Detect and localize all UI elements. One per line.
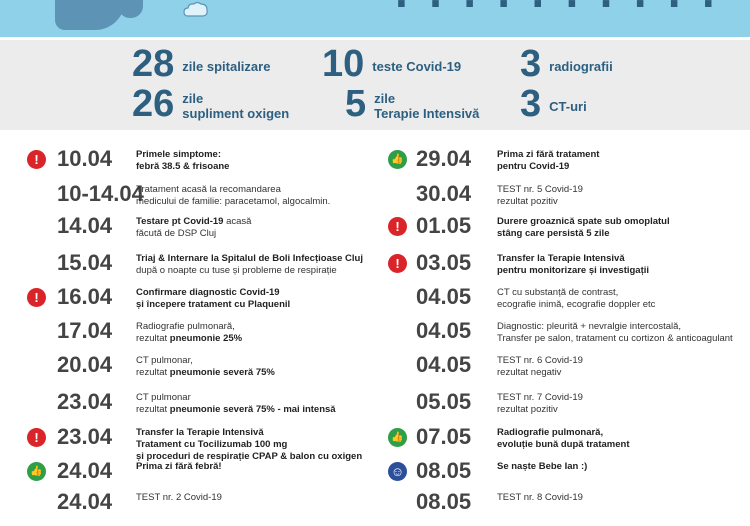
entry-date: 24.04 [57, 489, 113, 514]
bold-text: Radiografie pulmonară, [497, 427, 604, 438]
timeline-entry [0, 458, 588, 495]
entry-date: 23.04 [57, 424, 113, 449]
description-line [497, 461, 587, 473]
timeline-entry [0, 181, 583, 218]
bold-text: pentru Covid-19 [497, 161, 570, 172]
entry-date: 30.04 [416, 181, 472, 206]
alert-icon: ! [388, 217, 407, 236]
bold-text: Testare pt Covid-19 [136, 216, 224, 227]
entry-date: 01.05 [416, 213, 472, 238]
stat-ct-scans [520, 85, 587, 123]
plain-text: Radiografie pulmonară, [136, 321, 235, 332]
entry-date: 16.04 [57, 284, 113, 309]
description-line [497, 367, 583, 379]
stat-icu-days [345, 85, 479, 123]
entry-date: 17.04 [57, 318, 113, 343]
entry-date: 24.04 [57, 458, 113, 483]
description-line [497, 333, 733, 345]
plain-text: TEST nr. 5 Covid-19 [497, 184, 583, 195]
plain-text: rezultat [136, 404, 170, 415]
entry-description [497, 461, 587, 473]
entry-description [497, 287, 655, 311]
plain-text: Diagnostic: pleurită + nevralgie intercostală, [497, 321, 682, 332]
bold-text: Confirmare diagnostic Covid-19 [136, 287, 280, 298]
bold-text: febră 38.5 & frisoane [136, 161, 230, 172]
entry-date: 03.05 [416, 250, 472, 275]
entry-date: 15.04 [57, 250, 113, 275]
plain-text: rezultat pozitiv [497, 196, 558, 207]
stat-label: teste Covid-19 [372, 58, 462, 74]
timeline-entry [0, 489, 583, 526]
stat-covid-tests [322, 45, 461, 83]
stat-label: CT-uri [549, 98, 587, 114]
stat-number: 10 [322, 43, 365, 85]
plain-text: Transfer pe salon, tratament cu cortizon & anticoagulant [497, 333, 733, 344]
alert-icon: ! [27, 428, 46, 447]
entry-date: 08.05 [416, 458, 472, 483]
description-line [497, 299, 655, 311]
bold-text: pentru monitorizare și investigații [497, 265, 650, 276]
plain-text: CT pulmonar, [136, 355, 193, 366]
timeline-entry [0, 213, 670, 250]
plain-text: Tratament acasă la recomandarea [136, 184, 281, 195]
entry-description [497, 216, 670, 240]
plain-text: rezultat [136, 333, 170, 344]
stats-panel [0, 40, 750, 130]
header-banner [0, 0, 750, 37]
stat-number: 3 [520, 83, 542, 125]
description-line [497, 392, 583, 404]
entry-description [497, 392, 583, 416]
stat-label: zile spitalizare [182, 58, 271, 74]
stat-number: 5 [345, 83, 367, 125]
bold-text: Transfer la Terapie Intensivă [497, 253, 625, 264]
plain-text: TEST nr. 7 Covid-19 [497, 392, 583, 403]
timeline-entry [0, 318, 733, 355]
stat-label: zile Terapie Intensivă [374, 91, 480, 121]
plain-text: după o noapte cu tuse și probleme de respirație [136, 265, 337, 276]
person-silhouette-icon [55, 0, 125, 30]
stat-label: radiografii [549, 58, 613, 74]
stat-number: 26 [132, 83, 175, 125]
bold-text: evoluție bună după tratament [497, 439, 630, 450]
banner-cropped-headline: · · · · · · · · · · [395, 0, 721, 29]
bold-text: stâng care persistă 5 zile [497, 228, 610, 239]
plain-text: acasă [223, 216, 252, 227]
plain-text: ecografie inimă, ecografie doppler etc [497, 299, 656, 310]
baby-icon: ☺ [388, 462, 407, 481]
alert-icon: ! [388, 254, 407, 273]
bold-text: și proceduri de respirație CPAP & balon cu oxigen [136, 451, 363, 462]
description-line [497, 321, 733, 333]
entry-description [497, 149, 599, 173]
plain-text: TEST nr. 2 Covid-19 [136, 492, 222, 503]
description-line [497, 287, 655, 299]
description-line [497, 265, 649, 277]
bold-text: Prima zi fără tratament [497, 149, 600, 160]
plain-text: medicului de familie: paracetamol, algocalmin. [136, 196, 331, 207]
entry-date: 29.04 [416, 146, 472, 171]
plain-text: rezultat negativ [497, 367, 562, 378]
timeline-entry [0, 250, 650, 287]
timeline-entry [0, 389, 583, 426]
stat-hospital-days [132, 45, 270, 83]
bold-text: Prima zi fără febră! [136, 461, 222, 472]
alert-icon: ! [27, 288, 46, 307]
stat-number: 28 [132, 43, 175, 85]
entry-date: 04.05 [416, 284, 472, 309]
entry-description [497, 184, 583, 208]
description-line [497, 161, 599, 173]
plain-text: făcută de DSP Cluj [136, 228, 217, 239]
plain-text: CT pulmonar [136, 392, 191, 403]
bold-text: Triaj & Internare la Spitalul de Boli Infecțioase Cluj [136, 253, 363, 264]
plain-text: CT cu substanță de contrast, [497, 287, 619, 298]
entry-date: 10.04 [57, 146, 113, 171]
description-line [497, 216, 670, 228]
entry-description [497, 253, 649, 277]
thumbs-up-icon: 👍 [388, 428, 407, 447]
timeline-entry [0, 146, 600, 183]
bold-text: Se naște Bebe Ian :) [497, 461, 588, 472]
bold-text: Primele simptome: [136, 149, 221, 160]
description-line [497, 184, 583, 196]
entry-description [497, 492, 583, 504]
person-silhouette-head-icon [118, 0, 143, 18]
entry-date: 10-14.04 [57, 181, 144, 206]
timeline-entry [0, 424, 630, 461]
stat-number: 3 [520, 43, 542, 85]
plain-text: TEST nr. 6 Covid-19 [497, 355, 583, 366]
description-line [497, 355, 583, 367]
description-line [497, 196, 583, 208]
entry-date: 20.04 [57, 352, 113, 377]
entry-date: 23.04 [57, 389, 113, 414]
stat-oxygen-days [132, 85, 289, 123]
plain-text: rezultat [136, 367, 170, 378]
timeline-entry [0, 284, 656, 321]
bold-text: Durere groaznică spate sub omoplatul [497, 216, 670, 227]
bold-text: pneumonie severă 75% [169, 367, 275, 378]
thumbs-up-icon: 👍 [27, 462, 46, 481]
bold-text: Tratament cu Tocilizumab 100 mg [136, 439, 288, 450]
description-line [497, 439, 630, 451]
bold-text: și începere tratament cu Plaquenil [136, 299, 291, 310]
entry-description [497, 355, 583, 379]
plain-text: TEST nr. 8 Covid-19 [497, 492, 583, 503]
alert-icon: ! [27, 150, 46, 169]
description-line [497, 492, 583, 504]
description-line [497, 427, 630, 439]
entry-date: 04.05 [416, 352, 472, 377]
entry-description [497, 427, 630, 451]
entry-description [497, 321, 733, 345]
entry-date: 05.05 [416, 389, 472, 414]
description-line [497, 228, 670, 240]
entry-date: 08.05 [416, 489, 472, 514]
timeline-entry [0, 352, 583, 389]
entry-date: 07.05 [416, 424, 472, 449]
stat-xrays [520, 45, 613, 83]
plain-text: rezultat pozitiv [497, 404, 558, 415]
bold-text: pneumonie severă 75% - mai intensă [169, 404, 336, 415]
bold-text: Transfer la Terapie Intensivă [136, 427, 264, 438]
entry-date: 14.04 [57, 213, 113, 238]
description-line [497, 253, 649, 265]
stat-label: zile supliment oxigen [182, 91, 290, 121]
cough-cloud-icon [183, 0, 209, 18]
description-line [497, 149, 599, 161]
entry-date: 04.05 [416, 318, 472, 343]
description-line [497, 404, 583, 416]
bold-text: pneumonie 25% [169, 333, 243, 344]
thumbs-up-icon: 👍 [388, 150, 407, 169]
